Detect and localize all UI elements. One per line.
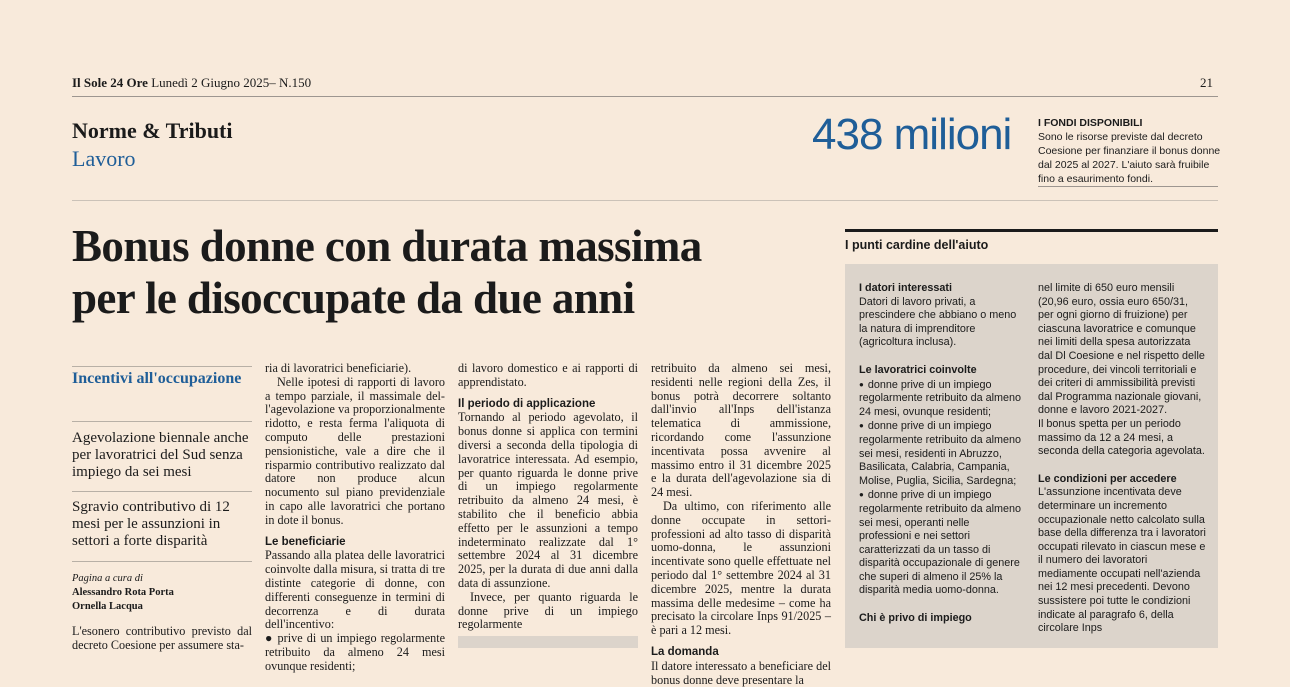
box-bullet-1: ● donne prive di un impiego regolarmente retribuito da almeno 24 mesi, ovunque residenti;	[859, 378, 1024, 420]
col4-heading: La domanda	[651, 645, 719, 658]
box-top-rule	[845, 229, 1218, 232]
col3-p1: di lavoro domestico e ai rapporti di apprendistato.	[458, 361, 638, 389]
col3-p2: Tornando al periodo agevolato, il bonus donne si applica con termini diversi a seconda della tipologia di lavoratrice interessata. Ad esempio, per quanto riguarda le donne prive di un impiego regolarmente retribuito da almeno 24 mesi, è stabilito che il beneficio abbia effetto per le assunzioni a tempo indeterminato realizzate dal 1° settembre 2024 al 31 dicembre 2025, per la durata di due anni dalla data di assunzione.	[458, 410, 638, 590]
box-t-periodo: Il bonus spetta per un periodo massimo da 12 a 24 mesi, a seconda della categoria agevolata.	[1038, 417, 1205, 458]
box-bullet-3: ● donne prive di un impiego regolarmente retribuito da almeno sei mesi, operanti nelle professioni e nei settori caratterizzati da un tasso di disparità occupazionale di genere che superi di almeno il 25% la disparità media uomo-donna.	[859, 488, 1024, 598]
article-lead	[72, 625, 252, 653]
box-t-datori: Datori di lavoro privati, a prescindere che abbiano o meno la natura di imprenditore (agricoltura inclusa).	[859, 295, 1017, 349]
fondi-amount: 438 milioni	[812, 110, 1012, 159]
box-title: I punti cardine dell'aiuto	[845, 238, 989, 252]
col2-p1: ria di lavoratrici beneficiarie).	[265, 361, 412, 375]
blurb-1: Agevolazione biennale anche per lavoratrici del Sud senza impiego da sei mesi	[72, 430, 249, 480]
page-number: 21	[1200, 75, 1213, 90]
credit-author-2: Ornella Lacqua	[72, 601, 143, 612]
section-title: Norme & Tributi	[72, 118, 233, 143]
masthead-date: Lunedì 2 Giugno 2025	[151, 75, 270, 90]
col4-p2: Da ultimo, con riferimento alle donne occupate in settori-professioni ad alto tasso di disparità uomo-donna, le assunzioni incentivate sono quelle effettuate nel periodo dal 1° settembre 2024 al 31 dicembre 2025, mentre la durata massima delle medesime – come ha precisato la circolare Inps 91/2025 – è pari a 12 mesi.	[651, 498, 831, 638]
article-column-2	[265, 362, 445, 674]
blurb-rule-1	[72, 421, 252, 422]
box-h-lavoratrici: Le lavoratrici coinvolte	[859, 363, 977, 376]
masthead-issue: – N.150	[269, 75, 312, 90]
col2-heading: Le beneficiarie	[265, 535, 346, 548]
top-divider	[72, 96, 1218, 97]
fondi-text: Sono le risorse previste dal decreto Coesione per finanziare il bonus donne dal 2025 al 2027. L'aiuto sarà fruibile fino a esaurimento fondi.	[1038, 131, 1221, 185]
lead-paragraph: L'esonero contributivo previsto dal decreto Coesione per assumere sta-	[72, 624, 252, 652]
blurb-rule-2	[72, 491, 252, 492]
article-column-3	[458, 362, 638, 632]
credit-label: Pagina a cura di	[72, 573, 143, 584]
box-t-condizioni: L'assunzione incentivata deve determinare un incremento occupazionale netto calcolato sulla base della differenza tra i lavoratori occupati rilevato in ciascun mese e il numero dei lavoratori mediamente occupati nell'azienda nei 12 mesi precedenti. Devono sussistere poi tutte le condizioni indicate al paragrafo 6, della circolare Inps	[1038, 486, 1206, 635]
col2-p4: ● prive di un impiego regolarmente retribuito da almeno 24 mesi ovunque residenti;	[265, 631, 445, 673]
box-bullet-2: ● donne prive di un impiego regolarmente retribuito da almeno sei mesi, residenti in Abruzzo, Basilicata, Calabria, Campania, Molise, Puglia, Sicilia, Sardegna;	[859, 419, 1024, 488]
box-right-column	[1038, 282, 1206, 636]
fondi-note	[1038, 116, 1223, 186]
credit	[72, 572, 252, 614]
box-t-limite: nel limite di 650 euro mensili (20,96 euro, ossia euro 650/31, per ogni giorno di fruizione) per ciascuna lavoratrice e comunque nei limiti della spesa autorizzata dal Dl Coesione e nel rispetto delle procedure, dei vincoli territoriali e dei criteri di ammissibilità previsti dal Programma nazionale giovani, donne e lavoro 2021-2027.	[1038, 282, 1205, 417]
masthead	[72, 75, 311, 91]
col4-p3: Il datore interessato a beneficiare del bonus donne deve presentare la	[651, 658, 831, 687]
article-column-4	[651, 362, 831, 687]
masthead-paper: Il Sole 24 Ore	[72, 75, 148, 90]
kicker: Incentivi all'occupazione	[72, 370, 242, 387]
col3-heading: Il periodo di applicazione	[458, 397, 596, 410]
box-left-column	[859, 282, 1024, 626]
headline-line-1: Bonus donne con durata massima	[72, 221, 702, 271]
col2-p2: Nelle ipotesi di rapporti di lavoro a tempo parziale, il massimale del-l'agevolazione va proporzionalmente ridotto, e resta ferma l'aliquota di computo delle prestazioni pensionistiche, vale a dire che il risparmio contributivo realizzato dal datore non produce alcun nocumento sul piano previdenziale in capo alle lavoratrici che portano in dote il bonus.	[265, 374, 445, 527]
headline	[72, 220, 812, 324]
subsection-title: Lavoro	[72, 146, 136, 171]
box-h-condizioni: Le condizioni per accedere	[1038, 472, 1177, 485]
header-divider	[72, 200, 1218, 201]
fondi-title: I FONDI DISPONIBILI	[1038, 117, 1143, 129]
fondi-divider	[1038, 186, 1218, 187]
blurb-rule-3	[72, 561, 252, 562]
inset-box	[458, 636, 638, 648]
col3-p3: Invece, per quanto riguarda le donne prive di un impiego regolarmente	[458, 589, 638, 632]
box-h-privo: Chi è privo di impiego	[859, 612, 972, 625]
box-h-datori: I datori interessati	[859, 282, 953, 294]
col2-p3: Passando alla platea delle lavoratrici coinvolte dalla misura, si tratta di tre distinte categorie di donne, con differenti conseguenze in termini di decorrenza e di durata dell'incentivo:	[265, 548, 445, 632]
credit-author-1: Alessandro Rota Porta	[72, 587, 174, 598]
headline-line-2: per le disoccupate da due anni	[72, 273, 635, 323]
blurb-2: Sgravio contributivo di 12 mesi per le assunzioni in settori a forte disparità	[72, 499, 230, 549]
kicker-rule	[72, 366, 252, 367]
col4-p1: retribuito da almeno sei mesi, residenti nelle regioni della Zes, il bonus potrà decorrere soltanto dall'invio all'Inps dell'istanza telematica di ammissione, ricordando come l'assunzione incentivata possa avvenire al massimo entro il 31 dicembre 2025 e la durata dell'agevolazione sia di 24 mesi.	[651, 361, 831, 500]
